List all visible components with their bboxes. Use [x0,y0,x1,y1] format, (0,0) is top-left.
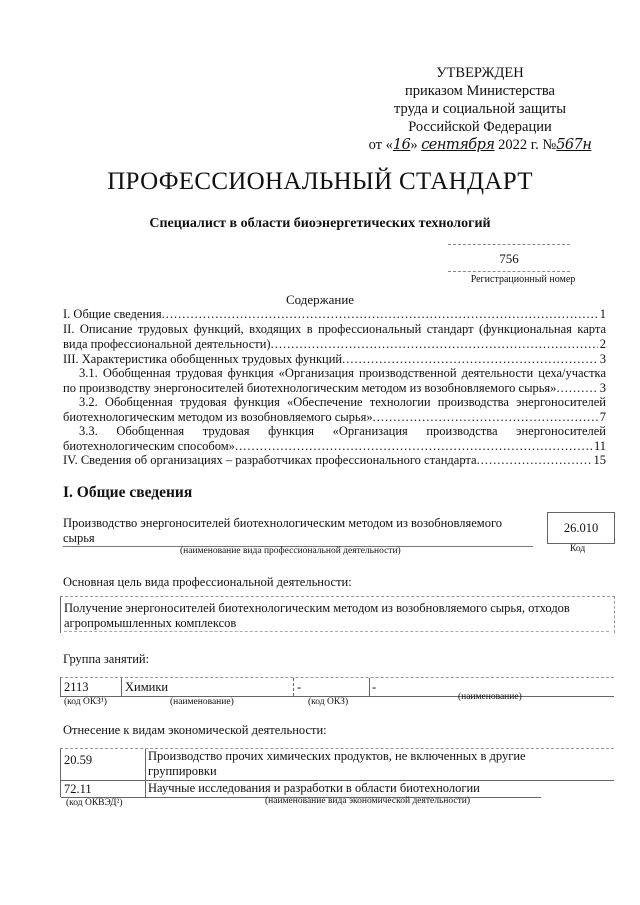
approval-line1: УТВЕРЖДЕН [436,65,524,81]
activity-line2: сырья [63,531,533,547]
date-month: сентября [421,137,495,153]
toc-page: 1 [599,307,606,321]
toc-item-3-2[interactable] [63,395,606,425]
activity-line1: Производство энергоносителей биотехнологическим методом из возобновляемого [63,516,503,530]
group-code: 2113 [64,680,89,694]
group-label: Группа занятий: [63,652,150,666]
toc-item-3-3[interactable] [63,424,606,454]
approval-block [360,64,600,154]
econ-caption-name: (наименование вида экономической деятельности) [265,796,470,806]
toc-item-1[interactable] [63,307,606,322]
toc-item-text-cont: биотехнологическим методом из возобновляемого сырья» [63,410,373,424]
toc-item-2[interactable] [63,322,606,352]
group-caption-name: (наименование) [170,697,234,707]
activity-name [63,516,533,547]
toc-item-text-cont: биотехнологическим способом» [63,439,235,453]
toc-item-text: I. Общие сведения [63,307,162,321]
group-caption-code: (код ОКЗ¹) [64,697,107,707]
goal-line2: агропромышленных комплексов [64,616,609,632]
toc-page: 7 [599,410,606,424]
toc-page: 2 [599,337,606,351]
activity-caption: (наименование вида профессиональной деятельности) [180,546,401,556]
toc-leader [477,453,592,468]
toc-item-4[interactable] [63,453,606,468]
toc-item-text: 3.3. Обобщенная трудовая функция «Организация производства энергоносителей [79,424,606,438]
toc-page: 3 [599,352,606,366]
approval-date [360,136,600,154]
approval-line2: приказом Министерства [405,83,555,99]
toc-item-text: IV. Сведения об организациях – разработчиках профессионального стандарта [63,453,477,467]
toc-leader [235,439,592,454]
page-subtitle: Специалист в области биоэнергетических технологий [149,216,491,231]
activity-code: 26.010 [547,512,615,544]
econ-label: Отнесение к видам экономической деятельности: [63,723,327,737]
toc-item-text-cont: вида профессиональной деятельности) [63,337,271,351]
group-name-2: - [372,680,377,694]
date-mid: » [410,137,422,153]
toc-item-text: II. Описание трудовых функций, входящих в профессиональный стандарт (функциональная карта [63,322,606,336]
goal-label: Основная цель вида профессиональной деятельности: [63,575,352,589]
group-code-2: - [297,680,302,694]
toc-item-text-cont: по производству энергоносителей биотехнологическим методом из возобновляемого сырья» [63,381,557,395]
approval-line4: Российской Федерации [408,119,552,135]
order-number: 567н [556,137,592,153]
section-heading: I. Общие сведения [63,484,193,501]
econ-caption-code: (код ОКВЭД²) [66,798,123,808]
toc-item-text: 3.1. Обобщенная трудовая функция «Организация производственной деятельности цеха/участка [79,366,606,380]
date-year: 2022 г. № [494,137,557,153]
group-caption-name2: (наименование) [458,692,522,702]
group-name: Химики [125,680,169,694]
econ-name-2: Научные исследования и разработки в области биотехнологии [148,781,480,795]
toc-leader [271,337,598,352]
econ-code-2: 72.11 [64,782,92,796]
toc-item-3[interactable] [63,352,606,367]
econ-code-1: 20.59 [64,753,93,767]
registration-box [448,244,570,272]
econ-name-1 [148,749,608,779]
toc-leader [162,307,598,322]
toc-page: 15 [593,453,606,467]
econ-name-1b: группировки [148,764,217,778]
date-prefix: от « [368,137,393,153]
toc-leader [342,352,598,367]
registration-label: Регистрационный номер [470,274,576,285]
page-title: ПРОФЕССИОНАЛЬНЫЙ СТАНДАРТ [107,168,533,195]
toc-leader [556,381,597,396]
toc-heading: Содержание [285,292,355,307]
toc-page: 11 [593,439,606,453]
registration-number: 756 [499,251,519,266]
toc-leader [373,410,598,425]
toc-item-text: 3.2. Обобщенная трудовая функция «Обеспечение технологии производства энергоносителей [79,395,606,409]
code-label: Код [570,544,586,554]
goal-text [64,601,609,632]
approval-line3: труда и социальной защиты [394,101,566,117]
econ-name-1a: Производство прочих химических продуктов, не включенных в другие [148,749,526,763]
group-caption-code2: (код ОКЗ) [308,697,349,707]
date-day: 16 [392,137,411,153]
toc-page: 3 [599,381,606,395]
toc-item-text: III. Характеристика обобщенных трудовых функций [63,352,343,366]
toc-item-3-1[interactable] [63,366,606,396]
goal-line1: Получение энергоносителей биотехнологическим методом из возобновляемого сырья, отходов [64,601,570,615]
